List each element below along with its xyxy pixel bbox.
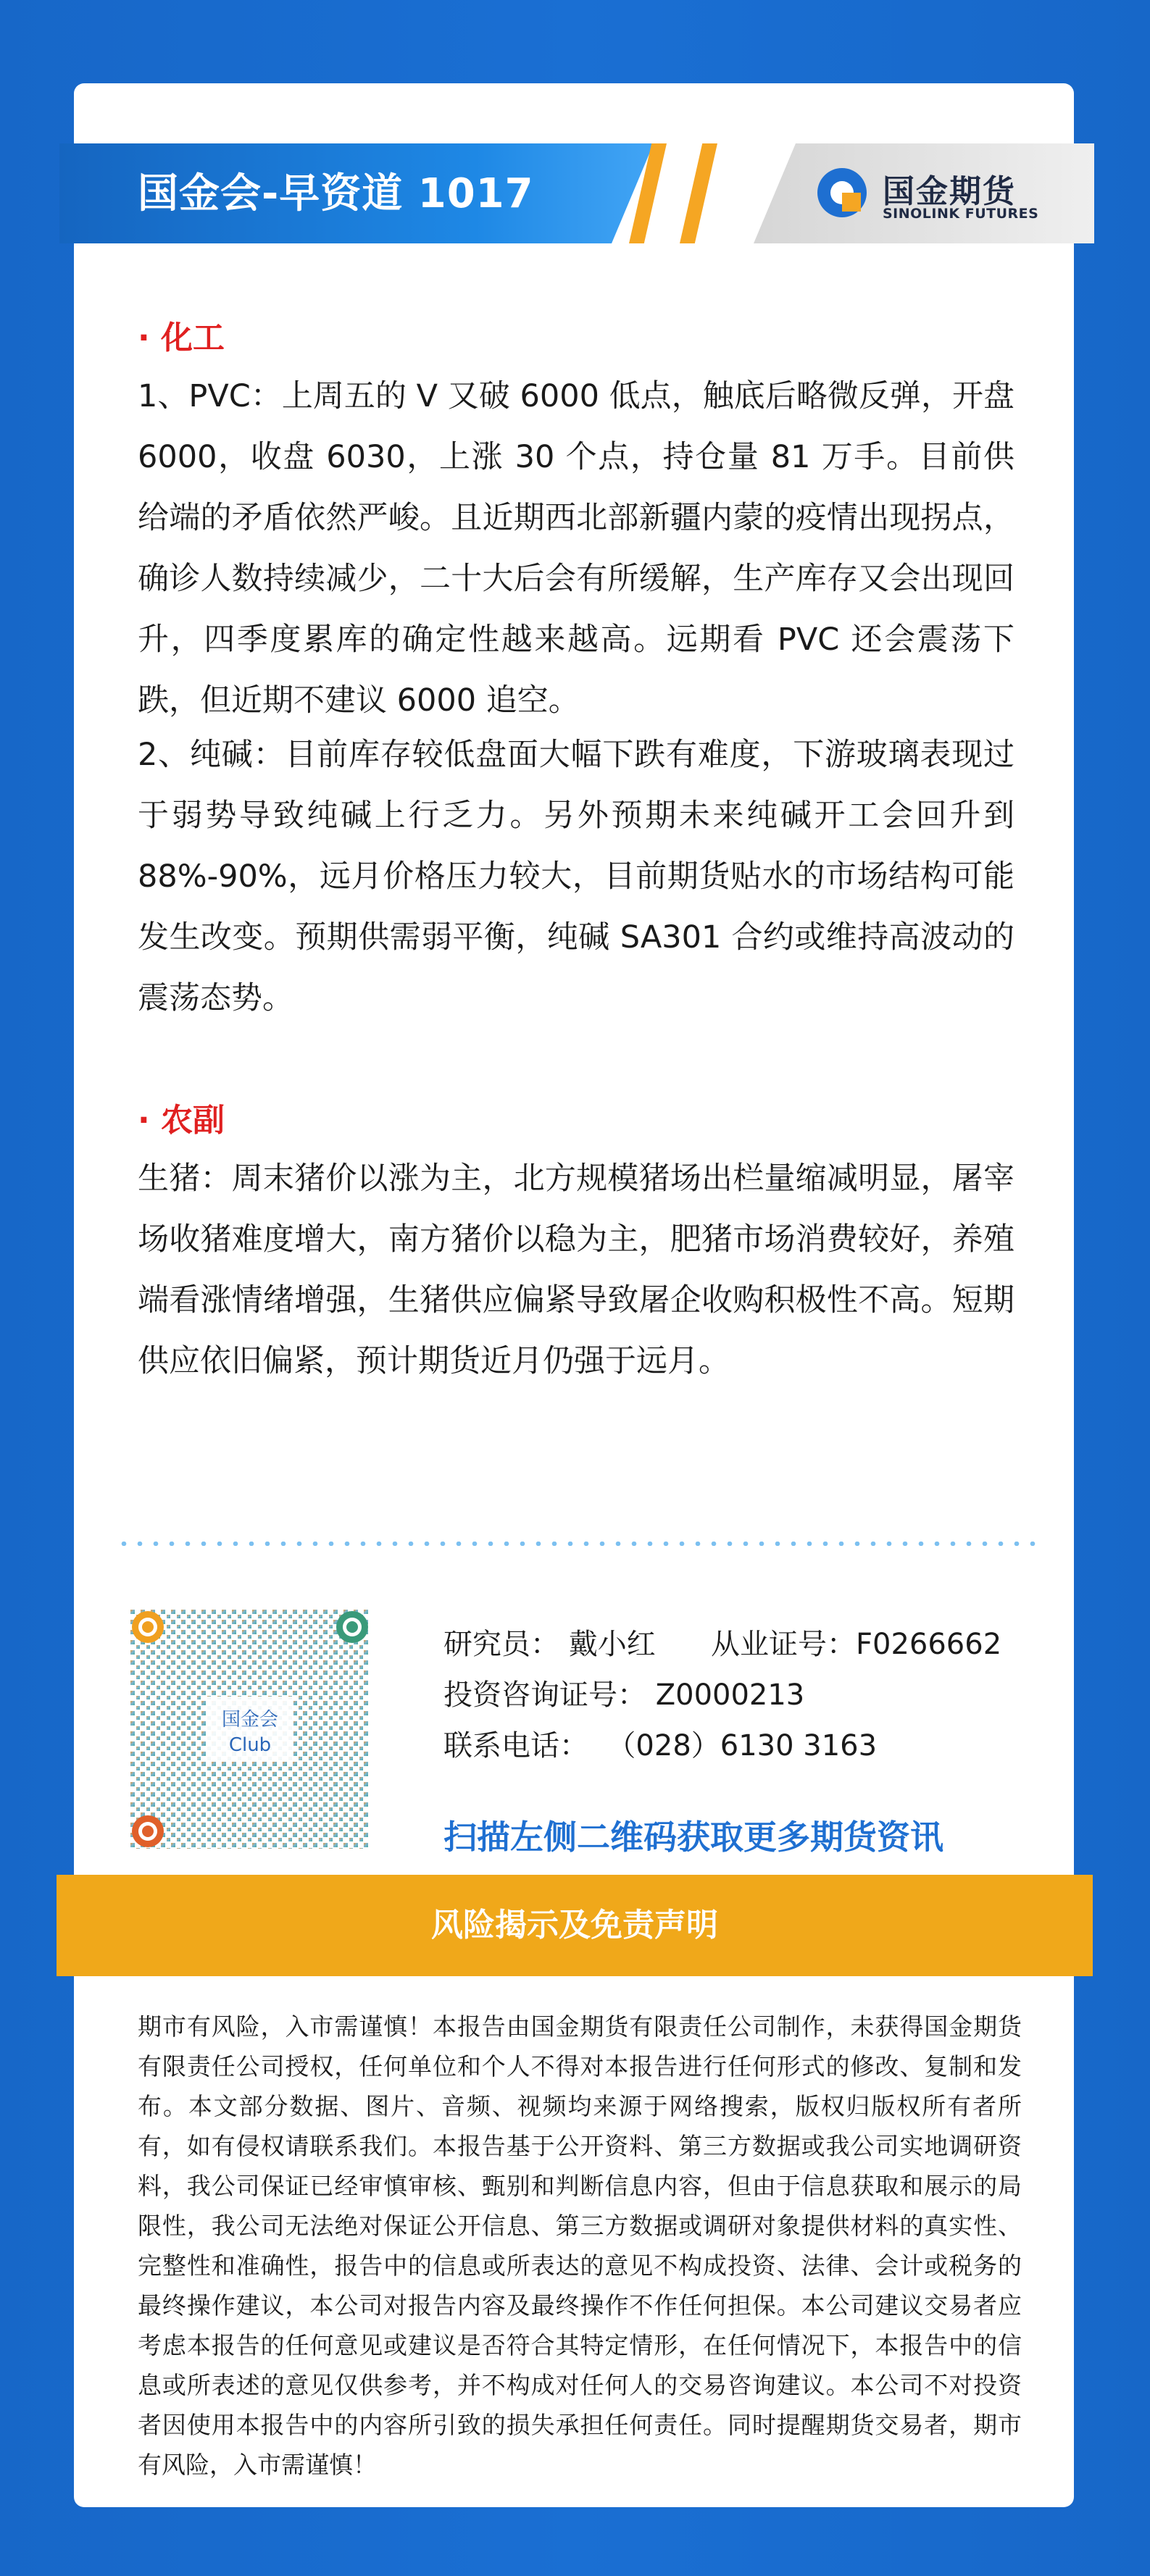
section-heading-chemical: · 化工 <box>138 319 225 356</box>
sinolink-logo-icon <box>814 165 870 220</box>
risk-title: 风险揭示及免责声明 <box>431 1907 718 1944</box>
paragraph-pvc: 1、PVC：上周五的 V 又破 6000 低点，触底后略微反弹，开盘 6000，收盘 6030，上涨 30 个点，持仓量 81 万手。目前供给端的矛盾依然严峻。且近期西北部新疆内蒙的疫情出现拐点，确诊人数持续减少，二十大后会有所缓解，生产库存又会出现回升，四季度累库的确定性越来越高。远期看 PVC 还会震荡下跌，但近期不建议 6000 追空。 <box>138 378 1014 719</box>
scan-prompt: 扫描左侧二维码获取更多期货资讯 <box>443 1818 943 1857</box>
qr-corner-icon <box>132 1611 164 1643</box>
paragraph-soda-ash: 2、纯碱：目前库存较低盘面大幅下跌有难度，下游玻璃表现过于弱势导致纯碱上行乏力。另外预期未来纯碱开工会回升到 88%-90%，远月价格压力较大，目前期货贴水的市场结构可能发生改变。预期供需弱平衡，纯碱 SA301 合约或维持高波动的震荡态势。 <box>138 737 1014 1016</box>
qr-corner-icon <box>132 1815 164 1847</box>
qr-label-line2: Club <box>228 1734 272 1756</box>
qr-corner-icon <box>336 1611 368 1643</box>
contact-phone: 联系电话： （028）6130 3163 <box>443 1729 878 1762</box>
logo-text-en: SINOLINK FUTURES <box>883 206 1039 222</box>
dotted-divider <box>116 1542 1036 1546</box>
consult-license: 投资咨询证号： Z0000213 <box>443 1678 805 1712</box>
qr-label-line1: 国金会 <box>221 1709 279 1731</box>
disclaimer-text: 期市有风险，入市需谨慎！本报告由国金期货有限责任公司制作，未获得国金期货有限责任公司授权，任何单位和个人不得对本报告进行任何形式的修改、复制和发布。本文部分数据、图片、音频、视频均来源于网络搜索，版权归版权所有者所有，如有侵权请联系我们。本报告基于公开资料、第三方数据或我公司实地调研资料，我公司保证已经审慎审核、甄别和判断信息内容，但由于信息获取和展示的局限性，我公司无法绝对保证公开信息、第三方数据或调研对象提供材料的真实性、完整性和准确性，报告中的信息或所表达的意见不构成投资、法律、会计或税务的最终操作建议，本公司对报告内容及最终操作不作任何担保。本公司建议交易者应考虑本报告的任何意见或建议是否符合其特定情形，在任何情况下，本报告中的信息或所表述的意见仅供参考，并不构成对任何人的交易咨询建议。本公司不对投资者因使用本报告中的内容所引致的损失承担任何责任。同时提醒期货交易者，期市有风险，入市需谨慎！ <box>138 2012 1022 2479</box>
paragraph-hog: 生猪：周末猪价以涨为主，北方规模猪场出栏量缩减明显，屠宰场收猪难度增大，南方猪价以稳为主，肥猪市场消费较好，养殖端看涨情绪增强，生猪供应偏紧导致屠企收购积极性不高。短期供应依旧偏紧，预计期货近月仍强于远月。 <box>138 1161 1014 1379</box>
qr-code[interactable] <box>130 1610 370 1849</box>
researcher-info: 研究员： 戴小红 从业证号：F0266662 <box>443 1628 1002 1661</box>
page-title: 国金会-早资道 1017 <box>138 170 534 217</box>
logo-text-cn: 国金期货 <box>883 173 1016 210</box>
section-heading-agriculture: · 农副 <box>138 1102 225 1139</box>
